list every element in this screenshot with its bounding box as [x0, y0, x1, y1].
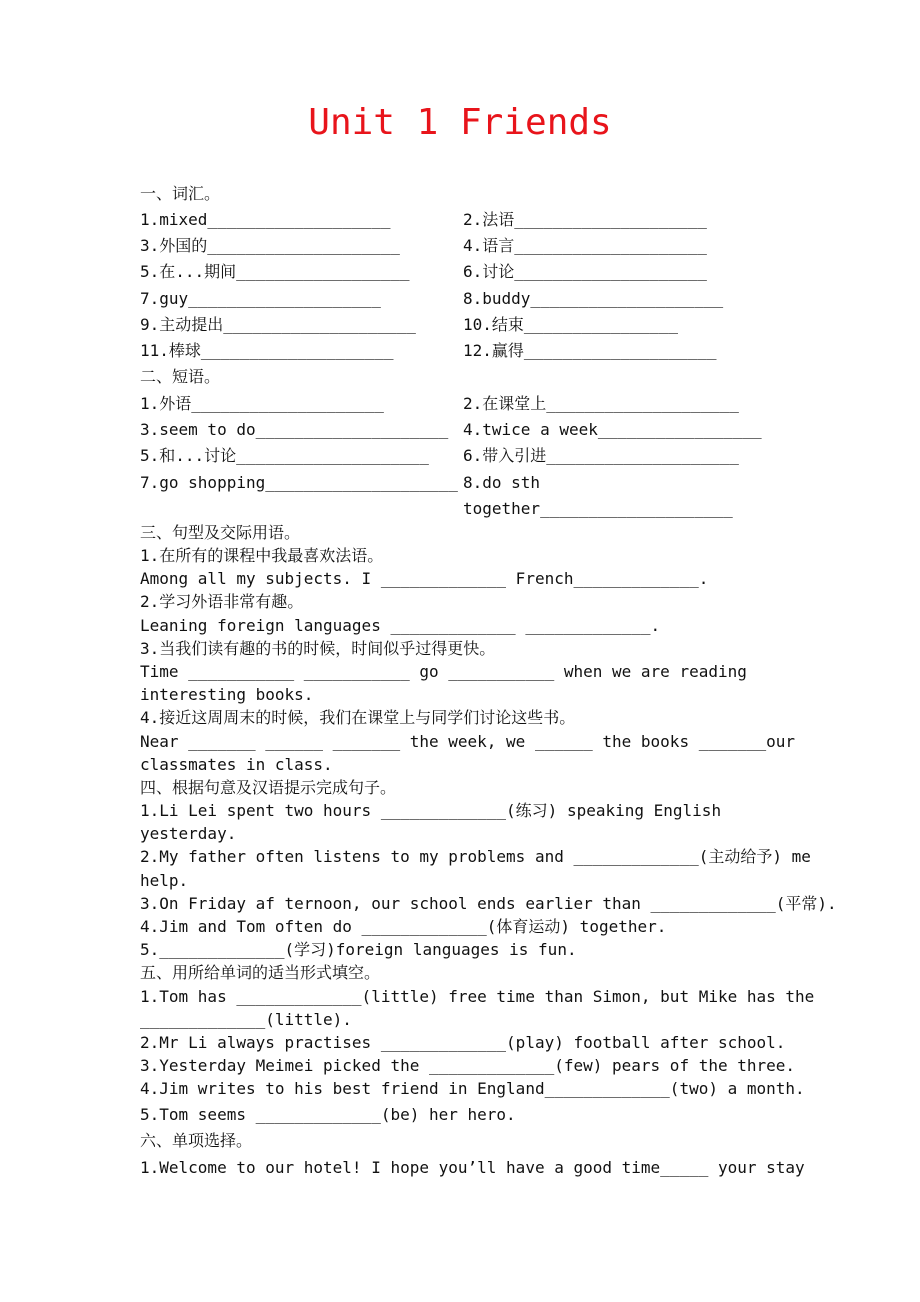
- vocab-item: 1.mixed___________________: [140, 210, 391, 229]
- vocab-item: 12.赢得____________________: [463, 341, 717, 360]
- phrase-item: 2.在课堂上____________________: [463, 394, 739, 413]
- form-line: 4.Jim writes to his best friend in England_____________(two) a month.: [140, 1079, 805, 1098]
- form-line: 5.Tom seems _____________(be) her hero.: [140, 1105, 516, 1124]
- phrase-item: together____________________: [463, 499, 733, 518]
- phrase-item: 8.do sth: [463, 473, 541, 492]
- vocab-item: 5.在...期间__________________: [140, 262, 410, 281]
- vocab-item: 8.buddy____________________: [463, 289, 724, 308]
- vocab-item: 10.结束________________: [463, 315, 679, 334]
- complete-line: 4.Jim and Tom often do _____________(体育运动) together.: [140, 917, 667, 936]
- sentence-line: 2.学习外语非常有趣。: [140, 592, 304, 611]
- complete-line: 1.Li Lei spent two hours _____________(练习) speaking English: [140, 801, 722, 820]
- sentence-line: 3.当我们读有趣的书的时候，时间似乎过得更快。: [140, 639, 496, 658]
- vocab-item: 4.语言____________________: [463, 236, 707, 255]
- sentence-line: interesting books.: [140, 685, 314, 704]
- sentence-line: classmates in class.: [140, 755, 333, 774]
- section-heading-complete: 四、根据句意及汉语提示完成句子。: [140, 778, 397, 797]
- sentence-line: 1.在所有的课程中我最喜欢法语。: [140, 546, 384, 565]
- vocab-item: 11.棒球____________________: [140, 341, 394, 360]
- vocab-item: 7.guy____________________: [140, 289, 381, 308]
- complete-line: 5._____________(学习)foreign languages is fun.: [140, 940, 577, 959]
- section-heading-forms: 五、用所给单词的适当形式填空。: [140, 963, 381, 982]
- sentence-line: Among all my subjects. I _____________ French_____________.: [140, 569, 709, 588]
- phrase-item: 6.带入引进____________________: [463, 446, 739, 465]
- section-heading-phrases: 二、短语。: [140, 367, 221, 386]
- phrase-item: 1.外语____________________: [140, 394, 384, 413]
- complete-line: yesterday.: [140, 824, 237, 843]
- phrase-item: 7.go shopping____________________: [140, 473, 458, 492]
- vocab-item: 2.法语____________________: [463, 210, 707, 229]
- phrase-item: 4.twice a week_________________: [463, 420, 762, 439]
- form-line: _____________(little).: [140, 1010, 352, 1029]
- phrase-item: 3.seem to do____________________: [140, 420, 449, 439]
- form-line: 3.Yesterday Meimei picked the _____________(few) pears of the three.: [140, 1056, 796, 1075]
- sentence-line: Near _______ ______ _______ the week, we ______ the books _______our: [140, 732, 796, 751]
- complete-line: 2.My father often listens to my problems and _____________(主动给予) me: [140, 847, 811, 866]
- complete-line: 3.On Friday af ternoon, our school ends earlier than _____________(平常).: [140, 894, 837, 913]
- section-heading-vocab: 一、词汇。: [140, 184, 221, 203]
- sentence-line: 4.接近这周周末的时候，我们在课堂上与同学们讨论这些书。: [140, 708, 576, 727]
- form-line: 2.Mr Li always practises _____________(play) football after school.: [140, 1033, 786, 1052]
- page-title: Unit 1 Friends: [308, 102, 612, 143]
- section-heading-sentences: 三、句型及交际用语。: [140, 523, 301, 542]
- complete-line: help.: [140, 871, 189, 890]
- section-heading-choice: 六、单项选择。: [140, 1131, 253, 1150]
- vocab-item: 3.外国的____________________: [140, 236, 400, 255]
- sentence-line: Leaning foreign languages _____________ _____________.: [140, 616, 661, 635]
- sentence-line: Time ___________ ___________ go ___________ when we are reading: [140, 662, 747, 681]
- vocab-item: 9.主动提出____________________: [140, 315, 416, 334]
- choice-line: 1.Welcome to our hotel! I hope you’ll have a good time_____ your stay: [140, 1158, 805, 1177]
- vocab-item: 6.讨论____________________: [463, 262, 707, 281]
- form-line: 1.Tom has _____________(little) free time than Simon, but Mike has the: [140, 987, 815, 1006]
- phrase-item: 5.和...讨论____________________: [140, 446, 429, 465]
